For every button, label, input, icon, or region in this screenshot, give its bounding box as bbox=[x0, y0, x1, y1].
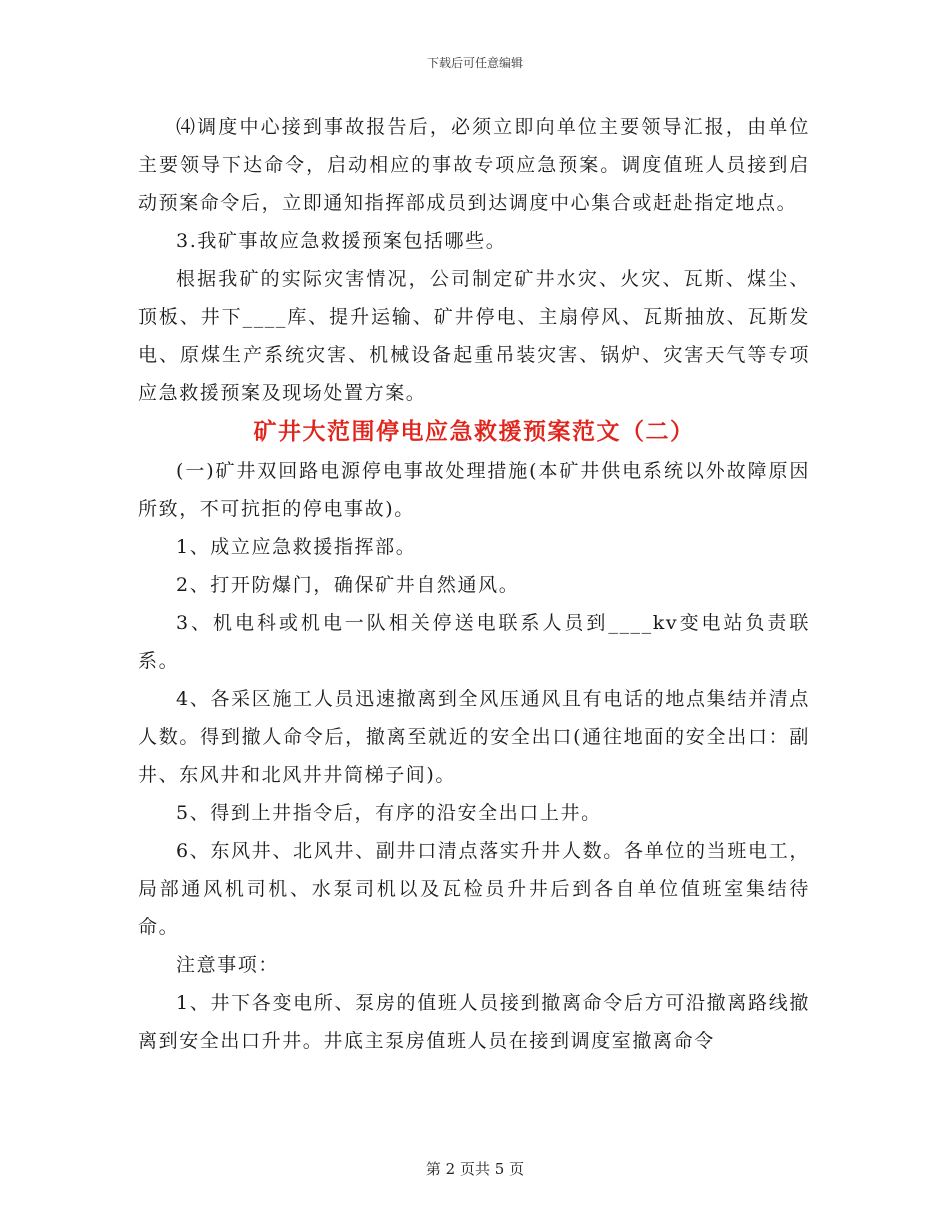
paragraph-note-1: 1、井下各变电所、泵房的值班人员接到撤离命令后方可沿撤离路线撤离到安全出口升井。井底主泵房值班人员在接到调度室撤离命令 bbox=[138, 992, 810, 1052]
paragraph-item-3: 3、机电科或机电一队相关停送电联系人员到____kv变电站负责联系。 bbox=[138, 612, 810, 672]
paragraph-plans-list: 根据我矿的实际灾害情况，公司制定矿井水灾、火灾、瓦斯、煤尘、顶板、井下____库、提升运输、矿井停电、主扇停风、瓦斯抽放、瓦斯发电、原煤生产系统灾害、机械设备起重吊装灾害、锅炉、灾害天气等专项应急救援预案及现场处置方案。 bbox=[138, 268, 810, 404]
paragraph-item-6: 6、东风井、北风井、副井口清点落实升井人数。各单位的当班电工，局部通风机司机、水泵司机以及瓦检员升井后到各自单位值班室集结待命。 bbox=[138, 840, 810, 938]
paragraph-item-2: 2、打开防爆门，确保矿井自然通风。 bbox=[176, 574, 520, 596]
paragraph-dispatch-center: ⑷调度中心接到事故报告后，必须立即向单位主要领导汇报，由单位主要领导下达命令，启动相应的事故专项应急预案。调度值班人员接到启动预案命令后，立即通知指挥部成员到达调度中心集合或赶赴指定地点。 bbox=[138, 116, 810, 214]
paragraph-item-1: 1、成立应急救援指挥部。 bbox=[176, 536, 417, 558]
section-title: 矿井大范围停电应急救援预案范文（二） bbox=[253, 418, 695, 445]
paragraph-notes-heading: 注意事项： bbox=[176, 954, 280, 976]
document-body bbox=[138, 108, 810, 1060]
page-header: 下载后可任意编辑 bbox=[426, 56, 523, 70]
page-footer: 第 2 页共 5 页 bbox=[425, 1160, 525, 1178]
paragraph-measures-intro: (一)矿井双回路电源停电事故处理措施(本矿井供电系统以外故障原因所致，不可抗拒的停电事故)。 bbox=[138, 460, 810, 520]
paragraph-item-4: 4、各采区施工人员迅速撤离到全风压通风且有电话的地点集结并清点人数。得到撤人命令后，撤离至就近的安全出口(通往地面的安全出口：副井、东风井和北风井井筒梯子间)。 bbox=[138, 688, 810, 786]
paragraph-item-5: 5、得到上井指令后，有序的沿安全出口上井。 bbox=[176, 802, 602, 824]
paragraph-question-3: 3.我矿事故应急救援预案包括哪些。 bbox=[176, 230, 507, 252]
